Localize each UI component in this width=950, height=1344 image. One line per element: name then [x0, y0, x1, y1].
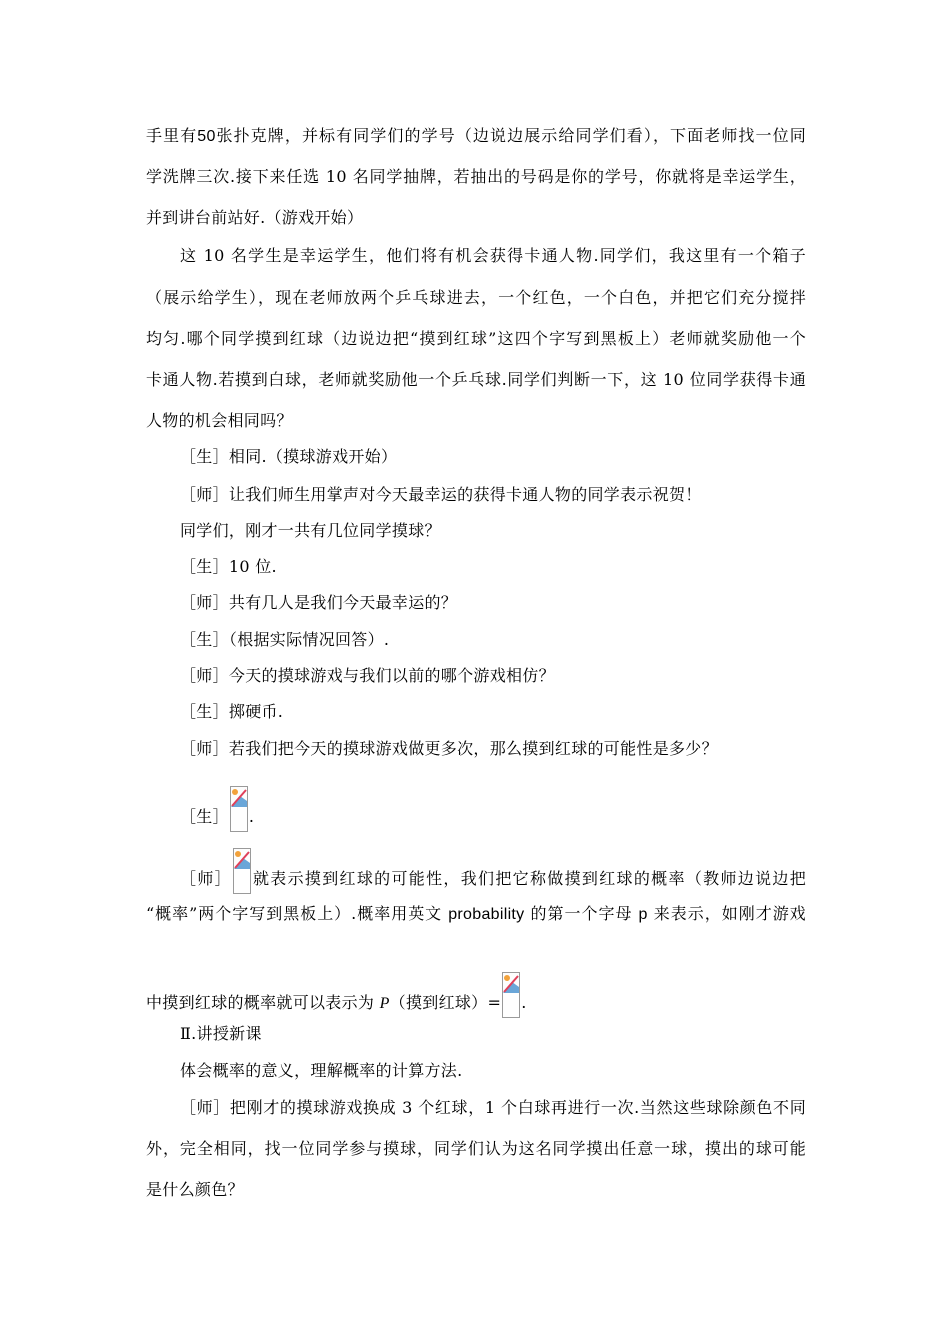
- text-line-10: ［师］让我们师生用掌声对今天最幸运的获得卡通人物的同学表示祝贺！: [180, 485, 702, 504]
- text-line-19: ［师］ 就表示摸到红球的可能性，我们把它称做摸到红球的概率（教师边说边把: [180, 848, 806, 894]
- text-line-7: 卡通人物.若摸到白球，老师就奖励他一个乒乓球.同学们判断一下，这 10 位同学获得卡通: [146, 370, 806, 389]
- text-line-15: ［师］今天的摸球游戏与我们以前的哪个游戏相仿？: [180, 666, 555, 685]
- text-line-6: 均匀.哪个同学摸到红球（边说边把“摸到红球”这四个字写到黑板上）老师就奖励他一个: [146, 329, 806, 348]
- text-line-23: 体会概率的意义，理解概率的计算方法.: [180, 1061, 463, 1080]
- image-placeholder-icon: [233, 848, 251, 894]
- image-placeholder-icon: [502, 972, 520, 1018]
- text-line-16: ［生］掷硬币.: [180, 702, 284, 721]
- section-heading: Ⅱ.讲授新课: [180, 1024, 262, 1043]
- text-line-24: ［师］把刚才的摸球游戏换成 3 个红球，1 个白球再进行一次.当然这些球除颜色不同: [180, 1098, 806, 1117]
- text-line-1: 手里有50张扑克牌，并标有同学们的学号（边说边展示给同学们看），下面老师找一位同: [146, 126, 806, 145]
- text-line-21: 中摸到红球的概率就可以表示为 P（摸到红球）= .: [146, 972, 806, 1018]
- text-line-14: ［生］（根据实际情况回答）.: [180, 630, 390, 649]
- text-line-20: “概率”两个字写到黑板上）.概率用英文 probability 的第一个字母 p 来表示，如刚才游戏: [146, 904, 806, 923]
- text-line-26: 是什么颜色？: [146, 1180, 244, 1199]
- text-line-5: （展示给学生），现在老师放两个乒乓球进去，一个红色，一个白色，并把它们充分搅拌: [146, 288, 806, 307]
- text-line-11: 同学们，刚才一共有几位同学摸球？: [180, 521, 441, 540]
- text-line-17: ［师］若我们把今天的摸球游戏做更多次，那么摸到红球的可能性是多少？: [180, 739, 718, 758]
- text-line-18: ［生］ .: [180, 786, 806, 832]
- text-line-25: 外，完全相同，找一位同学参与摸球，同学们认为这名同学摸出任意一球，摸出的球可能: [146, 1139, 806, 1158]
- text-line-3: 并到讲台前站好.（游戏开始）: [146, 208, 364, 227]
- text-line-8: 人物的机会相同吗？: [146, 411, 293, 430]
- text-line-4: 这 10 名学生是幸运学生，他们将有机会获得卡通人物.同学们，我这里有一个箱子: [180, 246, 806, 265]
- text-line-12: ［生］10 位.: [180, 557, 277, 576]
- text-line-13: ［师］共有几人是我们今天最幸运的？: [180, 593, 458, 612]
- text-line-2: 学洗牌三次.接下来任选 10 名同学抽牌，若抽出的号码是你的学号，你就将是幸运学生，: [146, 167, 806, 186]
- image-placeholder-icon: [230, 786, 248, 832]
- text-line-9: ［生］相同.（摸球游戏开始）: [180, 447, 398, 466]
